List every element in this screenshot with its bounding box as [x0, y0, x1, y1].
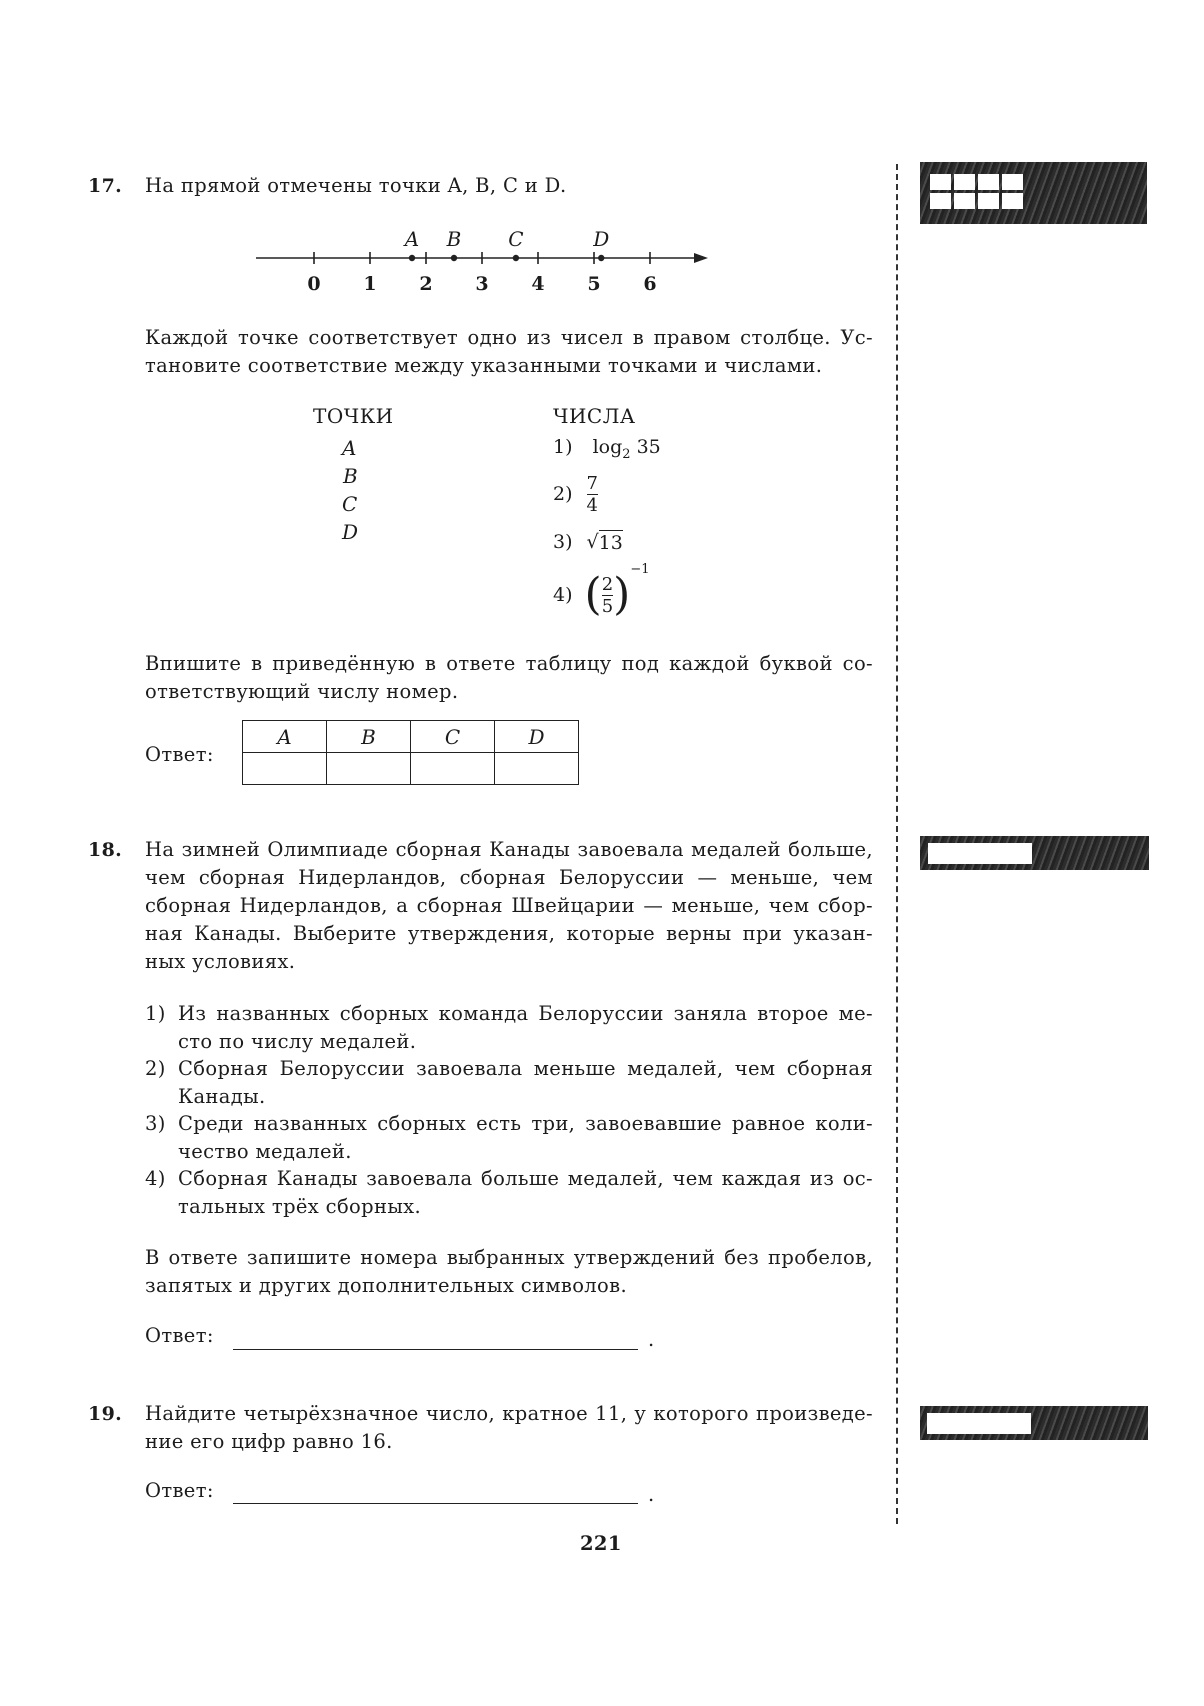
- task-18-number: 18.: [88, 839, 123, 861]
- task-18-answer-label: Ответ:: [145, 1324, 214, 1347]
- task-18-answer-line[interactable]: [233, 1349, 638, 1350]
- answer-cell-c[interactable]: [411, 753, 495, 785]
- axis-label-4: 4: [531, 273, 545, 295]
- points-header: ТОЧКИ: [313, 404, 394, 428]
- answer-header-d: D: [495, 721, 579, 753]
- point-dot-d: [598, 255, 604, 261]
- number-option-3: 3) √ 13: [553, 531, 623, 554]
- answer-box-18: [920, 836, 1149, 870]
- task-18-options: [145, 1000, 873, 1220]
- axis-label-5: 5: [587, 273, 601, 295]
- point-c: C: [342, 492, 358, 516]
- point-dot-b: [451, 255, 457, 261]
- task-18-note: В ответе запишите номера выбранных утверждений без пробелов, запятых и других дополнительных символов.: [145, 1246, 873, 1297]
- numbers-header: ЧИСЛА: [553, 404, 636, 428]
- answer-header-b: B: [327, 721, 411, 753]
- task-18-text: На зимней Олимпиаде сборная Канады завоевала медалей больше, чем сборная Нидерландов, сборная Белоруссии — меньше, чем сборная Нидерландов, а сборная Швейцарии — меньше, чем сбор- ная Канады. Выберите утверждения, которые верны при указан- ных условиях.: [145, 838, 873, 973]
- option-3: 3) Среди названных сборных есть три, завоевавшие равное коли- чество медалей.: [145, 1112, 873, 1163]
- answer-cell-a[interactable]: [243, 753, 327, 785]
- fraction-2-5: $\frac{2}{5}$: [601, 573, 614, 617]
- answer-cell-b[interactable]: [327, 753, 411, 785]
- answer-header-a: A: [243, 721, 327, 753]
- number-line: [250, 220, 710, 310]
- point-label-b: B: [446, 227, 462, 251]
- option-1: 1) Из названных сборных команда Белоруссии заняла второе ме- сто по числу медалей.: [145, 1002, 873, 1053]
- task-17-instruction-line2: тановите соответствие между указанными точками и числами.: [145, 354, 823, 377]
- axis-label-0: 0: [307, 273, 321, 295]
- margin-dashed-line: [896, 164, 898, 1524]
- axis-label-2: 2: [419, 273, 433, 295]
- point-a: A: [342, 436, 357, 460]
- task-19-text: Найдите четырёхзначное число, кратное 11, у которого произведе- ние его цифр равно 16.: [145, 1402, 873, 1453]
- fraction-7-4: $\frac{7}{4}$: [586, 472, 598, 516]
- point-label-c: C: [508, 227, 524, 251]
- sqrt-symbol: √: [586, 531, 599, 553]
- task-19-answer-label: Ответ:: [145, 1479, 214, 1502]
- point-b: B: [343, 464, 358, 488]
- point-d: D: [342, 520, 359, 544]
- task-17-number: 17.: [88, 175, 123, 197]
- axis-label-3: 3: [475, 273, 489, 295]
- point-label-a: A: [404, 227, 420, 251]
- task-19-answer-line[interactable]: [233, 1503, 638, 1504]
- page-number: 221: [580, 1532, 622, 1555]
- task-17-write: Впишите в приведённую в ответе таблицу под каждой буквой со-: [145, 652, 873, 675]
- option-2: 2) Сборная Белоруссии завоевала меньше медалей, чем сборная Канады.: [145, 1057, 873, 1108]
- number-option-2: 2) $\frac{7}{4}$: [553, 472, 598, 516]
- number-option-4: 4) ( $\frac{2}{5}$ ) −1: [553, 562, 650, 620]
- point-dot-a: [409, 255, 415, 261]
- task-17-answer-table: [242, 720, 579, 785]
- task-17-write-line2: ответствующий числу номер.: [145, 680, 459, 703]
- answer-grid: [930, 174, 1023, 209]
- answer-cell-d[interactable]: [495, 753, 579, 785]
- task-19-number: 19.: [88, 1403, 123, 1425]
- point-label-d: D: [593, 227, 610, 251]
- point-dot-c: [513, 255, 519, 261]
- option-4: 4) Сборная Канады завоевала больше медалей, чем каждая из ос- тальных трёх сборных.: [145, 1167, 873, 1218]
- answer-box-19: [920, 1406, 1148, 1440]
- task-17-intro: На прямой отмечены точки A, B, C и D.: [145, 174, 567, 197]
- number-option-1: 1) $\log_2 35$: [553, 436, 661, 462]
- task-17-instruction: Каждой точке соответствует одно из чисел в правом столбце. Ус-: [145, 326, 873, 349]
- axis-label-6: 6: [643, 273, 657, 295]
- task-17-answer-label: Ответ:: [145, 743, 214, 766]
- axis-label-1: 1: [363, 273, 377, 295]
- answer-header-c: C: [411, 721, 495, 753]
- answer-box-17: [920, 162, 1147, 224]
